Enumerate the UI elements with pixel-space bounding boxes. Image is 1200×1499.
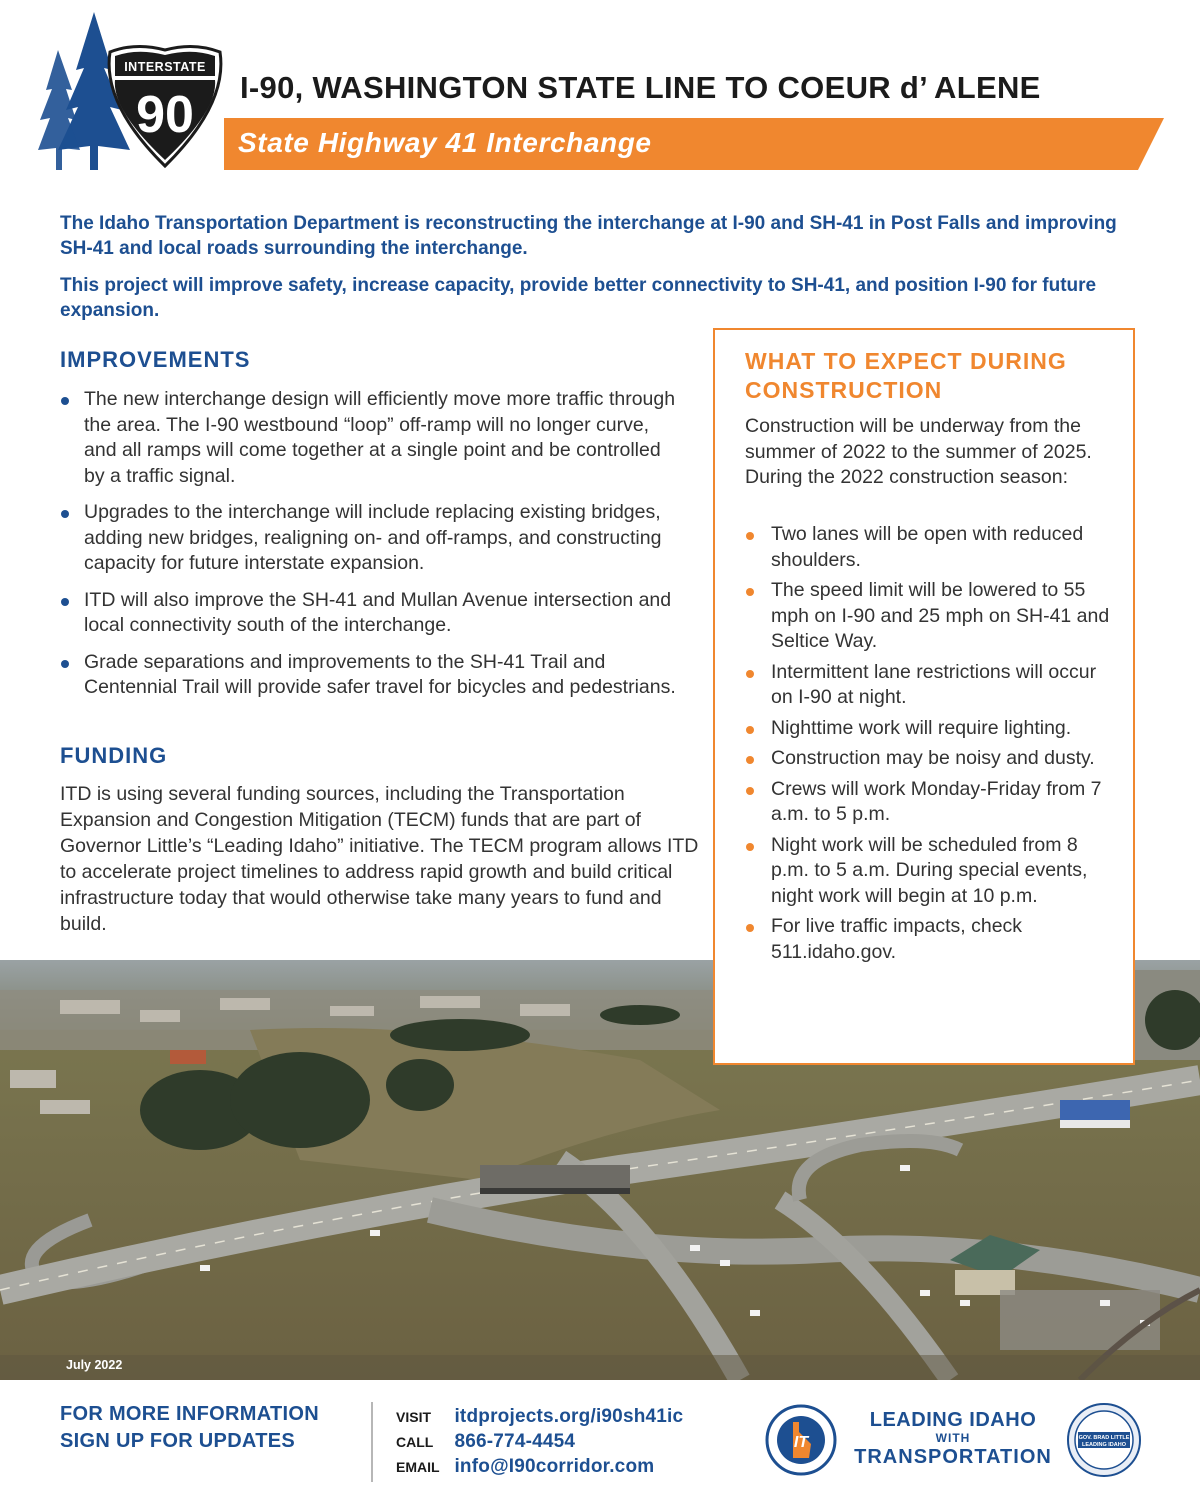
shield-number: 90 — [136, 86, 194, 144]
footer-divider — [371, 1402, 373, 1482]
visit-label: VISIT — [396, 1409, 432, 1425]
improvement-item: The new interchange design will efficiently move more traffic through the area. The I-90 westbound “loop” off-ramp will no longer curve, and all ramps will come together at a single point and be controlled by a traffic signal. — [60, 387, 685, 489]
expect-item: Nighttime work will require lighting. — [745, 716, 1120, 742]
sign-up-line: SIGN UP FOR UPDATES — [60, 1430, 295, 1452]
itd-logo-icon — [765, 1404, 837, 1476]
improvements-heading: IMPROVEMENTS — [60, 347, 251, 372]
governor-seal-icon — [1066, 1402, 1142, 1478]
page-header — [0, 0, 1200, 190]
tagline-line-2: WITH — [935, 1431, 971, 1445]
page-footer — [0, 1380, 1200, 1499]
improvement-item: Upgrades to the interchange will include replacing existing bridges, adding new bridges, realigning on- and off-ramps, and constructing capacity for future interstate expansion. — [60, 500, 685, 577]
tagline-line-3: TRANSPORTATION — [854, 1446, 1052, 1468]
call-row — [396, 1431, 575, 1457]
publication-date: July 2022 — [66, 1358, 123, 1372]
expect-item: The speed limit will be lowered to 55 mph on I-90 and 25 mph on SH-41 and Seltice Way. — [745, 578, 1120, 655]
page-title: I-90, WASHINGTON STATE LINE TO COEUR d’ ALENE — [240, 70, 1041, 105]
intro-paragraph-2: This project will improve safety, increase capacity, provide better connectivity to SH-41, and position I-90 for future expansion. — [60, 275, 1097, 321]
what-to-expect-intro: Construction will be underway from the summer of 2022 to the summer of 2025. During the 2022 construction season: — [745, 415, 1092, 488]
visit-row — [396, 1406, 683, 1432]
shield-top-label: INTERSTATE — [124, 60, 206, 74]
improvement-item: ITD will also improve the SH-41 and Mullan Avenue intersection and local connectivity south of the interchange. — [60, 588, 685, 639]
more-info-line: FOR MORE INFORMATION — [60, 1403, 319, 1425]
funding-heading: FUNDING — [60, 743, 168, 768]
expect-item: Night work will be scheduled from 8 p.m. to 5 a.m. During special events, night work will begin at 10 p.m. — [745, 833, 1120, 910]
improvements-list — [60, 387, 685, 712]
improvement-item: Grade separations and improvements to the SH-41 Trail and Centennial Trail will provide safer travel for bicycles and pedestrians. — [60, 650, 685, 701]
expect-item: Construction may be noisy and dusty. — [745, 746, 1120, 772]
phone-link[interactable]: 866-774-4454 — [454, 1431, 576, 1452]
svg-text:LEADING IDAHO: LEADING IDAHO — [1082, 1442, 1126, 1448]
page-subtitle: State Highway 41 Interchange — [238, 127, 652, 158]
email-link[interactable]: info@I90corridor.com — [454, 1456, 655, 1477]
tagline-line-1: LEADING IDAHO — [869, 1409, 1037, 1431]
funding-paragraph: ITD is using several funding sources, including the Transportation Expansion and Congestion Mitigation (TECM) funds that are part of Governor Little’s “Leading Idaho” initiative. The TECM program allows ITD to accelerate project timelines to address rapid growth and build critical infrastructure today that would otherwise take many years to fund and build. — [60, 783, 699, 935]
email-row — [396, 1456, 654, 1482]
subtitle-banner — [224, 118, 1164, 170]
expect-item: Intermittent lane restrictions will occur on I-90 at night. — [745, 660, 1120, 711]
what-to-expect-box — [713, 328, 1135, 1065]
what-to-expect-heading: WHAT TO EXPECT DURING CONSTRUCTION — [745, 348, 1067, 403]
email-label: EMAIL — [396, 1459, 440, 1475]
interstate-shield-icon — [100, 40, 230, 170]
expect-item: Crews will work Monday-Friday from 7 a.m. to 5 p.m. — [745, 777, 1120, 828]
svg-text:GOV. BRAD LITTLE: GOV. BRAD LITTLE — [1078, 1435, 1130, 1441]
what-to-expect-list — [745, 522, 1120, 970]
visit-link[interactable]: itdprojects.org/i90sh41ic — [454, 1406, 684, 1427]
svg-text:IT: IT — [793, 1434, 809, 1451]
expect-item: Two lanes will be open with reduced shoulders. — [745, 522, 1120, 573]
more-info-callout — [60, 1401, 319, 1455]
intro-paragraph-1: The Idaho Transportation Department is reconstructing the interchange at I-90 and SH-41 in Post Falls and improving SH-41 and local roads surrounding the interchange. — [60, 213, 1117, 259]
call-label: CALL — [396, 1434, 434, 1450]
expect-item: For live traffic impacts, check 511.idaho.gov. — [745, 914, 1120, 965]
leading-idaho-tagline — [845, 1408, 1061, 1469]
